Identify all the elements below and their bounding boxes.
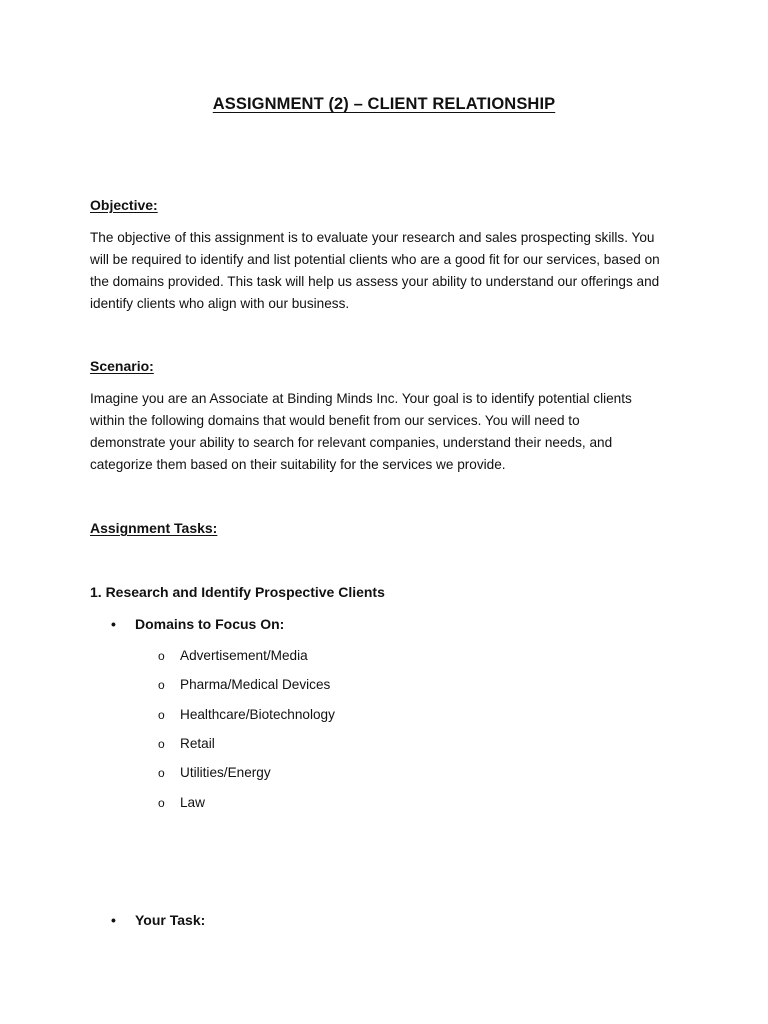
bullet-domains (111, 616, 284, 632)
objective-heading: Objective: (90, 197, 158, 213)
scenario-line: categorize them based on their suitability for the services we provide. (90, 457, 506, 472)
scenario-line: Imagine you are an Associate at Binding Minds Inc. Your goal is to identify potential clients (90, 391, 632, 406)
domains-label: Domains to Focus On: (135, 616, 285, 632)
objective-line: will be required to identify and list potential clients who are a good fit for our services, based on (90, 252, 660, 267)
tasks-heading: Assignment Tasks: (90, 520, 218, 536)
domain-label: Retail (180, 736, 215, 751)
sub-bullet-marker: o (158, 678, 165, 692)
scenario-heading: Scenario: (90, 358, 154, 374)
bullet-marker: • (111, 912, 116, 928)
scenario-line: demonstrate your ability to search for relevant companies, understand their needs, and (90, 435, 613, 450)
domain-item (158, 736, 215, 751)
sub-bullet-marker: o (158, 737, 165, 751)
domain-item (158, 648, 308, 663)
sub-bullet-marker: o (158, 796, 165, 810)
scenario-line: within the following domains that would benefit from our services. You will need to (90, 413, 580, 428)
objective-line: The objective of this assignment is to evaluate your research and sales prospecting skills. You (90, 230, 655, 245)
domain-item (158, 707, 335, 722)
domain-label: Advertisement/Media (180, 648, 308, 663)
domain-item (158, 677, 330, 692)
your-task-label: Your Task: (135, 912, 206, 928)
domain-label: Healthcare/Biotechnology (180, 707, 335, 722)
domain-label: Pharma/Medical Devices (180, 677, 331, 692)
sub-bullet-marker: o (158, 649, 165, 663)
objective-line: identify clients who align with our business. (90, 296, 350, 311)
domain-item (158, 765, 271, 780)
scenario-paragraph (90, 388, 690, 476)
objective-line: the domains provided. This task will help us assess your ability to understand our offerings and (90, 274, 660, 289)
domain-item (158, 795, 205, 810)
document-title: ASSIGNMENT (2) – CLIENT RELATIONSHIP (212, 95, 556, 113)
bullet-your-task (111, 912, 205, 928)
sub-bullet-marker: o (158, 708, 165, 722)
sub-bullet-marker: o (158, 766, 165, 780)
step1-title: 1. Research and Identify Prospective Clients (90, 584, 385, 600)
domain-label: Utilities/Energy (180, 765, 271, 780)
domain-label: Law (180, 795, 205, 810)
objective-paragraph (90, 227, 690, 315)
bullet-marker: • (111, 616, 116, 632)
